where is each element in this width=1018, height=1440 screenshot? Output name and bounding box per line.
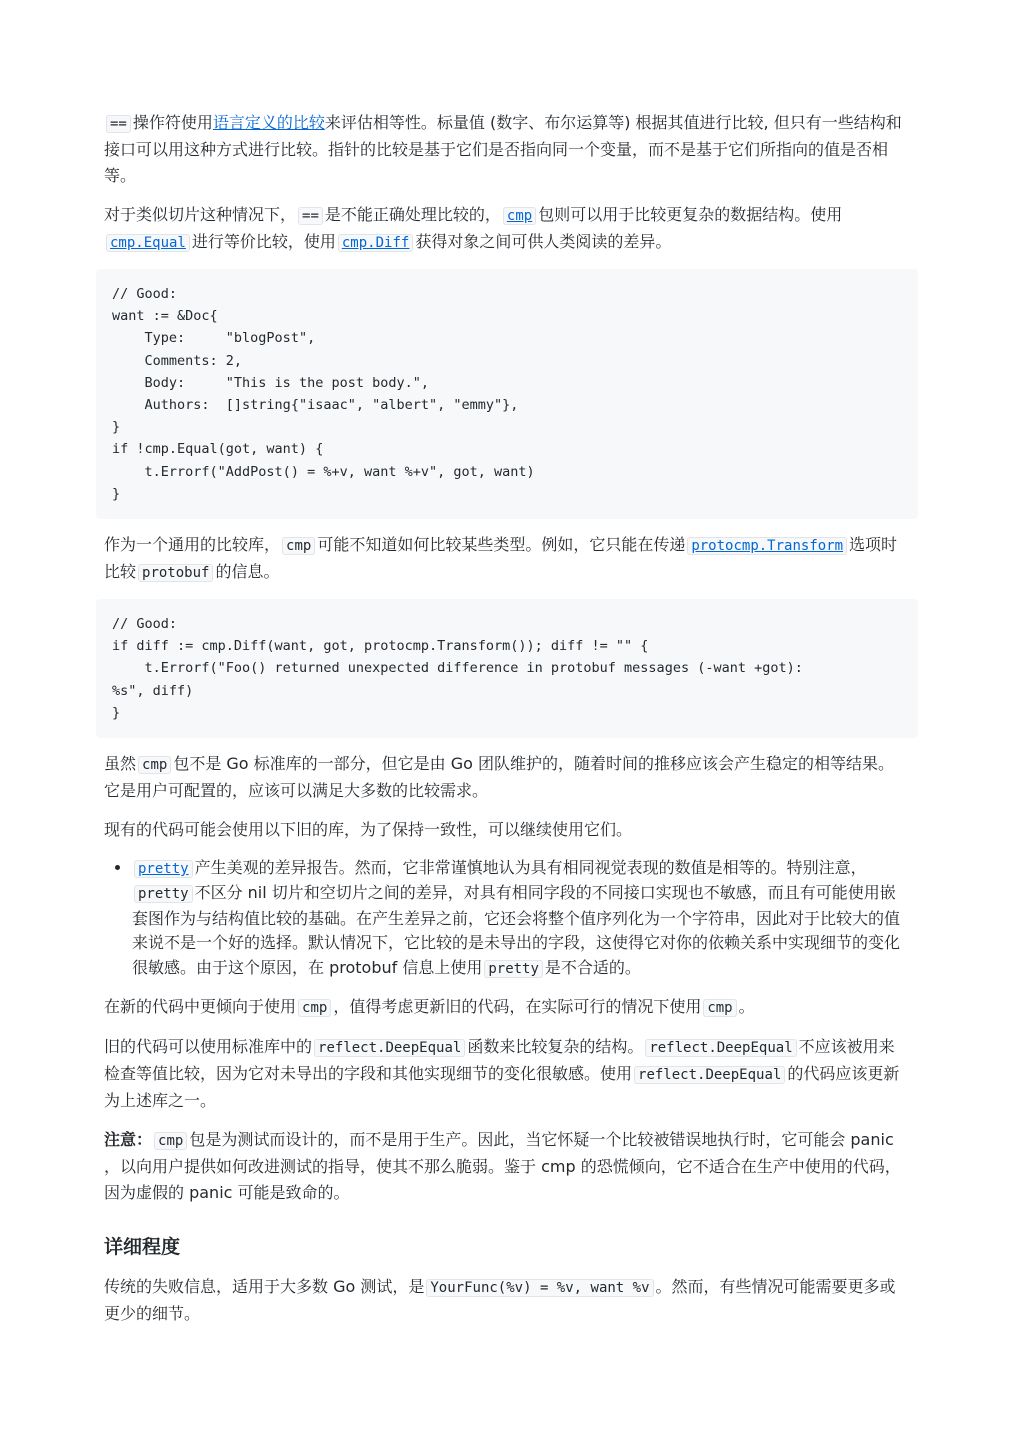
legacy-library-list — [104, 856, 910, 981]
inline-code: reflect.DeepEqual — [634, 1066, 785, 1084]
inline-code: == — [298, 207, 323, 225]
inline-code: cmp — [138, 756, 171, 774]
inline-code: pretty — [134, 885, 193, 903]
section-heading-verbosity: 详细程度 — [104, 1236, 181, 1259]
inline-code: cmp — [298, 999, 331, 1017]
paragraph-deepequal: 旧的代码可以使用标准库中的 reflect.DeepEqual 函数来比较复杂的结构。 reflect.DeepEqual 不应该被用来检查等值比较，因为它对未导出的字段和其他实现细节的变化很敏感。使用 reflect.DeepEqual 的代码应该更新为上述库之一。 — [104, 1037, 900, 1111]
paragraph-prefer-cmp: 在新的代码中更倾向于使用 cmp ，值得考虑更新旧的代码，在实际可行的情况下使用 cmp 。 — [104, 997, 755, 1017]
pretty-link[interactable]: pretty — [132, 858, 195, 877]
paragraph-legacy-libraries: 现有的代码可能会使用以下旧的库，为了保持一致性，可以继续使用它们。 — [104, 820, 633, 840]
language-comparison-link[interactable]: 语言定义的比较 — [212, 113, 325, 132]
paragraph-equality-operator: == 操作符使用语言定义的比较来评估相等性。标量值 (数字、布尔运算等) 根据其值进行比较, 但只有一些结构和接口可以用这种方式进行比较。指针的比较是基于它们是否指向同一个变量，而不是基于它们所指向的值是否相等。 — [104, 113, 902, 185]
document-page — [104, 110, 910, 1340]
inline-code: pretty — [484, 960, 543, 978]
paragraph-note: 注意： cmp 包是为测试而设计的，而不是用于生产。因此，当它怀疑一个比较被错误地执行时，它可能会 panic ，以向用户提供如何改进测试的指导，使其不那么脆弱。鉴于 cmp 的恐慌倾向，它不适合在生产中使用的代码，因为虚假的 panic 可能是致命的。 — [104, 1130, 901, 1203]
code-block-cmp-diff: // Good: if diff := cmp.Diff(want, got, protocmp.Transform()); diff != "" { t.Errorf("Foo() returned unexpected difference in protobuf messages (-want +got): %s", diff) } — [96, 599, 918, 738]
cmp-equal-link[interactable]: cmp.Equal — [104, 232, 192, 251]
paragraph-protocmp: 作为一个通用的比较库， cmp 可能不知道如何比较某些类型。例如，它只能在传递 protocmp.Transform 选项时比较 protobuf 的信息。 — [104, 535, 898, 582]
inline-code: cmp — [282, 537, 315, 555]
inline-code: YourFunc(%v) = %v, want %v — [426, 1279, 653, 1297]
paragraph-cmp-package: 对于类似切片这种情况下， == 是不能正确处理比较的， cmp 包则可以用于比较更复杂的数据结构。使用cmp.Equal 进行等价比较，使用 cmp.Diff 获得对象之间可供人类阅读的差异。 — [104, 205, 843, 251]
paragraph-verbosity: 传统的失败信息，适用于大多数 Go 测试，是 YourFunc(%v) = %v, want %v 。然而，有些情况可能需要更多或更少的细节。 — [104, 1277, 896, 1324]
cmp-diff-link[interactable]: cmp.Diff — [336, 232, 415, 251]
paragraph-cmp-maintained: 虽然 cmp 包不是 Go 标准库的一部分，但它是由 Go 团队维护的，随着时间的推移应该会产生稳定的相等结果。它是用户可配置的，应该可以满足大多数的比较需求。 — [104, 754, 895, 801]
cmp-link[interactable]: cmp — [501, 205, 538, 224]
note-label: 注意： — [104, 1130, 153, 1150]
inline-code: == — [106, 115, 131, 133]
list-item: • pretty 产生美观的差异报告。然而，它非常谨慎地认为具有相同视觉表现的数值是相等的。特别注意，pretty 不区分 nil 切片和空切片之间的差异，对具有相同字段的不同接口实现也不敏感，而且有可能使用嵌套图作为与结构值比较的基础。在产生差异之前，它还会将整个值序列化为一个字符串，因此对于比较大的值来说不是一个好的选择。默认情况下，它比较的是未导出的字段，这使得它对你的依赖关系中实现细节的变化很敏感。由于这个原因，在 protobuf 信息上使用 pretty 是不合适的。 — [132, 856, 910, 981]
inline-code: reflect.DeepEqual — [314, 1039, 465, 1057]
inline-code: cmp — [154, 1132, 187, 1150]
inline-code: protobuf — [138, 564, 213, 582]
inline-code: cmp — [703, 999, 736, 1017]
code-block-cmp-equal: // Good: want := &Doc{ Type: "blogPost", Comments: 2, Body: "This is the post body.", Authors: []string{"isaac", "albert", "emmy"}, } if !cmp.Equal(got, want) { t.Errorf("AddPost() = %+v, want %+v", got, want) } — [96, 269, 918, 519]
protocmp-transform-link[interactable]: protocmp.Transform — [685, 535, 849, 554]
inline-code: reflect.DeepEqual — [645, 1039, 796, 1057]
